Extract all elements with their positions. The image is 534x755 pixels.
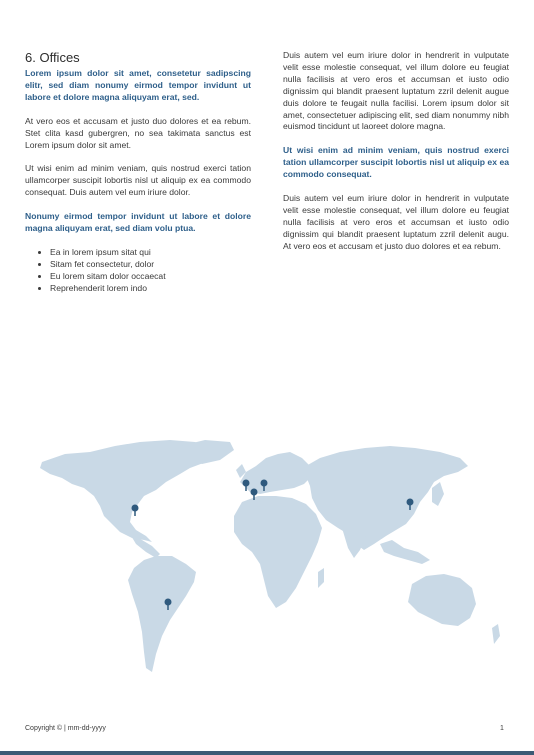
body-paragraph: Duis autem vel eum iriure dolor in hendrerit in vulputate velit esse molestie consequat, vel illum dolore eu feugiat nulla facilisis at vero eros et accumsan et iusto odio dignissim qui blandit praesent luptatum zzril delenit augue duis dolore te feugait nulla facilisi. Lorem ipsum dolor sit amet, consectetuer adipiscing elit, sed diam nonummy nibh euismod tincidunt ut laoreet dolore magna.: [283, 50, 509, 132]
continent-australia: [408, 574, 476, 626]
footer-bar: [0, 751, 534, 755]
world-map: [20, 432, 514, 682]
continent-europe: [240, 452, 312, 494]
body-paragraph: Duis autem vel eum iriure dolor in hendrerit in vulputate velit esse molestie consequat, vel illum dolore eu feugiat nulla facilisis at vero eros et accumsan et iusto odio dignissim qui blandit praesent luptatum zzril delenit augu. At vero eos et accusam et justo duo dolores et ea rebum.: [283, 193, 509, 251]
body-paragraph: At vero eos et accusam et justo duo dolores et ea rebum. Stet clita kasd gubergren, no sea takimata sanctus est Lorem ipsum dolor sit amet.: [25, 115, 251, 150]
bullet-list: [25, 247, 251, 295]
world-map-land: [40, 440, 500, 672]
page-number: 1: [500, 725, 504, 732]
continent-india: [342, 528, 366, 558]
continent-japan: [432, 482, 444, 506]
lead-paragraph: Nonumy eirmod tempor invidunt ut labore et dolore magna aliquyam erat, sed diam volu ptua.: [25, 211, 251, 234]
list-item: • Reprehenderit lorem indo: [50, 283, 251, 295]
body-paragraph: Ut wisi enim ad minim veniam, quis nostrud exerci tation ullamcorper suscipit lobortis nisl ut aliquip ex ea commodo consequat. Duis autem vel eum iriure dolor.: [25, 163, 251, 198]
section-heading: 6. Offices: [25, 50, 80, 65]
continent-madagascar: [318, 568, 324, 588]
continent-new-zealand: [492, 624, 500, 644]
right-column: [283, 50, 509, 265]
lead-paragraph: Ut wisi enim ad minim veniam, quis nostrud exerci tation ullamcorper suscipit lobortis nisl ut aliquip ex ea commodo consequat.: [283, 145, 509, 180]
list-item: • Eu lorem sitam dolor occaecat: [50, 271, 251, 283]
map-pin-icon: [132, 505, 139, 517]
continent-africa: [234, 496, 322, 608]
lead-paragraph: Lorem ipsum dolor sit amet, consetetur sadipscing elitr, sed diam nonumy eirmod tempor invidunt ut labore et dolore magna aliquyam erat, sed.: [25, 68, 251, 102]
left-column: [25, 50, 251, 295]
continent-asia: [306, 446, 468, 550]
continent-south-america: [128, 556, 196, 672]
list-item: • Ea in lorem ipsum sitat qui: [50, 247, 251, 259]
footer-copyright: Copyright © | mm-dd-yyyy: [25, 725, 106, 732]
continent-southeast-asia: [380, 540, 430, 564]
list-item: • Sitam fet consectetur, dolor: [50, 259, 251, 271]
